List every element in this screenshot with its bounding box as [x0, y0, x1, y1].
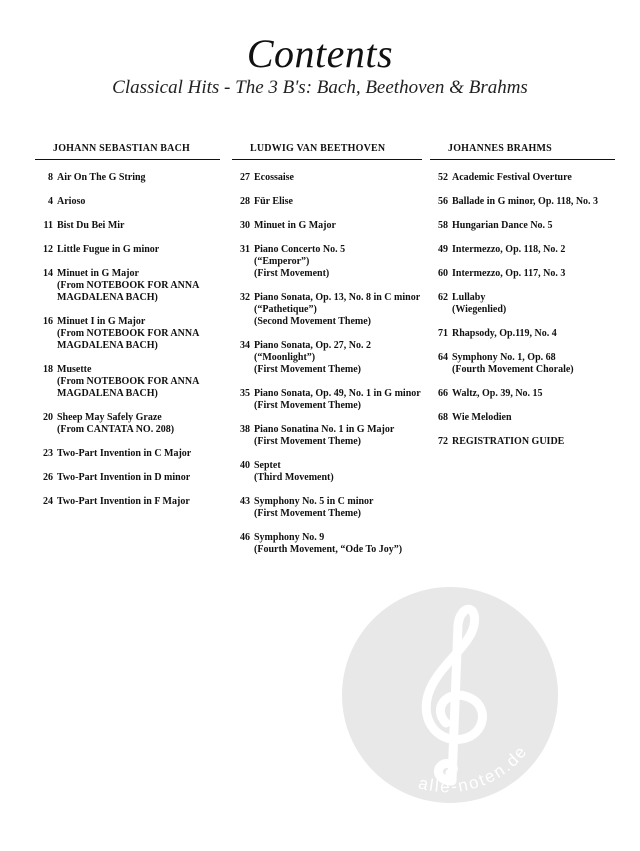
entry-subtitle-line: (“Pathetique”) [254, 304, 317, 315]
entry-subtitle-line: (First Movement Theme) [254, 364, 362, 375]
page-number: 24 [43, 496, 53, 507]
page-number: 35 [240, 388, 250, 399]
entry-title [57, 364, 199, 400]
entry-title-line: Two-Part Invention in D minor [57, 472, 191, 483]
column-beethoven [232, 143, 422, 568]
entry-title-line: Wie Melodien [452, 412, 512, 423]
entry-title [452, 328, 557, 340]
entry-subtitle-line: (From NOTEBOOK FOR ANNA [57, 280, 200, 291]
page-number: 68 [438, 412, 448, 423]
entry-subtitle-line: (From NOTEBOOK FOR ANNA [57, 328, 200, 339]
toc-entry [430, 196, 615, 208]
entry-subtitle-line: (From NOTEBOOK FOR ANNA [57, 376, 200, 387]
entry-title-line: Minuet I in G Major [57, 316, 146, 327]
page-number: 71 [438, 328, 448, 339]
entry-subtitle-line: (Second Movement Theme) [254, 316, 372, 327]
entry-title-line: Bist Du Bei Mir [57, 220, 125, 231]
entry-title-line: Intermezzo, Op. 118, No. 2 [452, 244, 566, 255]
entry-subtitle-line: (From CANTATA NO. 208) [57, 424, 175, 435]
page-number: 8 [48, 172, 53, 183]
page-number: 12 [43, 244, 53, 255]
entry-list [35, 172, 220, 508]
entry-title-line: Symphony No. 9 [254, 532, 325, 543]
page-number: 23 [43, 448, 53, 459]
toc-entry [35, 412, 220, 436]
entry-subtitle-line: (Wiegenlied) [452, 304, 507, 315]
page-subtitle: Classical Hits - The 3 B's: Bach, Beethoven & Brahms [112, 77, 528, 98]
entry-subtitle-line: (First Movement Theme) [254, 436, 362, 447]
entry-title-line: Intermezzo, Op. 117, No. 3 [452, 268, 566, 279]
entry-title-line: Two-Part Invention in F Major [57, 496, 190, 507]
entry-title [57, 196, 85, 208]
page-number: 66 [438, 388, 448, 399]
entry-title-line: Sheep May Safely Graze [57, 412, 162, 423]
page-number: 31 [240, 244, 250, 255]
entry-subtitle-line: (First Movement Theme) [254, 400, 362, 411]
entry-title [452, 292, 506, 316]
entry-title-line: Piano Sonata, Op. 13, No. 8 in C minor [254, 292, 421, 303]
page-number: 64 [438, 352, 448, 363]
entry-title [254, 196, 293, 208]
entry-title-line: Ballade in G minor, Op. 118, No. 3 [452, 196, 599, 207]
page-number: 4 [48, 196, 53, 207]
toc-entry [35, 316, 220, 352]
toc-entry [232, 196, 422, 208]
entry-title-line: Two-Part Invention in C Major [57, 448, 192, 459]
page-number: 60 [438, 268, 448, 279]
watermark-text: alle-noten.de [416, 741, 532, 797]
entry-title [57, 496, 190, 508]
toc-entry [232, 460, 422, 484]
entry-title-line: Waltz, Op. 39, No. 15 [452, 388, 543, 399]
page-number: 20 [43, 412, 53, 423]
entry-title-line: Minuet in G Major [254, 220, 336, 231]
entry-title [254, 460, 334, 484]
page-number: 62 [438, 292, 448, 303]
page-number: 46 [240, 532, 250, 543]
toc-entry [430, 436, 615, 448]
page-number: 49 [438, 244, 448, 255]
entry-title-line: Für Elise [254, 196, 293, 207]
toc-entry [430, 328, 615, 340]
entry-list [430, 172, 615, 448]
toc-entry [35, 244, 220, 256]
entry-title-line: Ecossaise [254, 172, 294, 183]
toc-entry [430, 244, 615, 256]
page-number: 30 [240, 220, 250, 231]
entry-list [232, 172, 422, 556]
toc-entry [232, 220, 422, 232]
page-number: 34 [240, 340, 250, 351]
entry-title [452, 388, 543, 400]
page-number: 43 [240, 496, 250, 507]
entry-subtitle-line: (Fourth Movement, “Ode To Joy”) [254, 544, 403, 555]
toc-entry [35, 364, 220, 400]
page-title: Contents [246, 31, 394, 76]
toc-entry [232, 532, 422, 556]
page-number: 14 [43, 268, 53, 279]
entry-subtitle-line: (Third Movement) [254, 472, 334, 483]
entry-title [57, 172, 146, 184]
entry-title [57, 220, 125, 232]
column-brahms [430, 143, 615, 460]
watermark-logo [340, 585, 560, 805]
entry-title [57, 268, 199, 304]
entry-title-line: Air On The G String [57, 172, 146, 183]
entry-title-line: Hungarian Dance No. 5 [452, 220, 553, 231]
toc-entry [232, 424, 422, 448]
entry-title-line: Lullaby [452, 292, 486, 303]
entry-title-line: Piano Concerto No. 5 [254, 244, 346, 255]
toc-entry [35, 496, 220, 508]
entry-title-line: Academic Festival Overture [452, 172, 572, 183]
entry-title [452, 268, 565, 280]
entry-title [452, 412, 512, 424]
entry-title-line: Septet [254, 460, 281, 471]
page-number: 40 [240, 460, 250, 471]
entry-title [254, 424, 394, 448]
toc-entry [35, 172, 220, 184]
entry-subtitle-line: (First Movement) [254, 268, 330, 279]
entry-title-line: Symphony No. 1, Op. 68 [452, 352, 556, 363]
toc-entry [35, 220, 220, 232]
column-heading: JOHANNES BRAHMS [430, 143, 615, 160]
entry-title [254, 532, 402, 556]
entry-title-line: Piano Sonata, Op. 49, No. 1 in G minor [254, 388, 421, 399]
entry-title [452, 352, 574, 376]
page-number: 72 [438, 436, 448, 447]
entry-title [57, 412, 174, 436]
toc-entry [232, 172, 422, 184]
entry-title-line: Piano Sonata, Op. 27, No. 2 [254, 340, 371, 351]
page-number: 27 [240, 172, 250, 183]
page-number: 18 [43, 364, 53, 375]
column-bach [35, 143, 220, 520]
entry-title [57, 448, 191, 460]
toc-entry [35, 472, 220, 484]
toc-entry [232, 340, 422, 376]
entry-title [57, 316, 199, 352]
entry-title [254, 220, 336, 232]
entry-title [452, 436, 564, 448]
toc-entry [232, 496, 422, 520]
entry-title [254, 292, 420, 328]
toc-entry [430, 388, 615, 400]
toc-entry [430, 412, 615, 424]
treble-clef-icon [340, 585, 560, 805]
entry-title [254, 388, 421, 412]
entry-title [254, 340, 371, 376]
entry-title-line: Rhapsody, Op.119, No. 4 [452, 328, 557, 339]
entry-title [452, 196, 598, 208]
entry-title [452, 220, 553, 232]
entry-subtitle-line: MAGDALENA BACH) [57, 340, 158, 351]
page-number: 26 [43, 472, 53, 483]
toc-entry [430, 292, 615, 316]
toc-entry [430, 268, 615, 280]
column-heading: LUDWIG VAN BEETHOVEN [232, 143, 422, 160]
entry-title [57, 472, 190, 484]
entry-title [254, 244, 345, 280]
toc-entry [232, 244, 422, 280]
toc-entry [35, 448, 220, 460]
page-number: 16 [43, 316, 53, 327]
entry-title [254, 496, 373, 520]
column-heading: JOHANN SEBASTIAN BACH [35, 143, 220, 160]
page-number: 58 [438, 220, 448, 231]
entry-title-line: Minuet in G Major [57, 268, 139, 279]
page-number: 28 [240, 196, 250, 207]
page-number: 11 [43, 220, 53, 231]
entry-subtitle-line: MAGDALENA BACH) [57, 292, 158, 303]
page-number: 56 [438, 196, 448, 207]
entry-title [254, 172, 294, 184]
entry-title-line: REGISTRATION GUIDE [452, 436, 565, 447]
toc-entry [430, 172, 615, 184]
toc-entry [430, 352, 615, 376]
toc-entry [430, 220, 615, 232]
entry-title-line: Symphony No. 5 in C minor [254, 496, 374, 507]
page-number: 52 [438, 172, 448, 183]
entry-subtitle-line: (“Moonlight”) [254, 352, 316, 363]
entry-subtitle-line: (First Movement Theme) [254, 508, 362, 519]
toc-entry [35, 196, 220, 208]
toc-entry [35, 268, 220, 304]
entry-title-line: Piano Sonatina No. 1 in G Major [254, 424, 395, 435]
entry-subtitle-line: (“Emperor”) [254, 256, 310, 267]
entry-title-line: Little Fugue in G minor [57, 244, 160, 255]
page-number: 32 [240, 292, 250, 303]
toc-entry [232, 292, 422, 328]
page-number: 38 [240, 424, 250, 435]
entry-title-line: Musette [57, 364, 92, 375]
entry-title [452, 244, 565, 256]
entry-title [57, 244, 159, 256]
entry-title [452, 172, 572, 184]
entry-title-line: Arioso [57, 196, 86, 207]
toc-entry [232, 388, 422, 412]
entry-subtitle-line: MAGDALENA BACH) [57, 388, 158, 399]
entry-subtitle-line: (Fourth Movement Chorale) [452, 364, 574, 375]
